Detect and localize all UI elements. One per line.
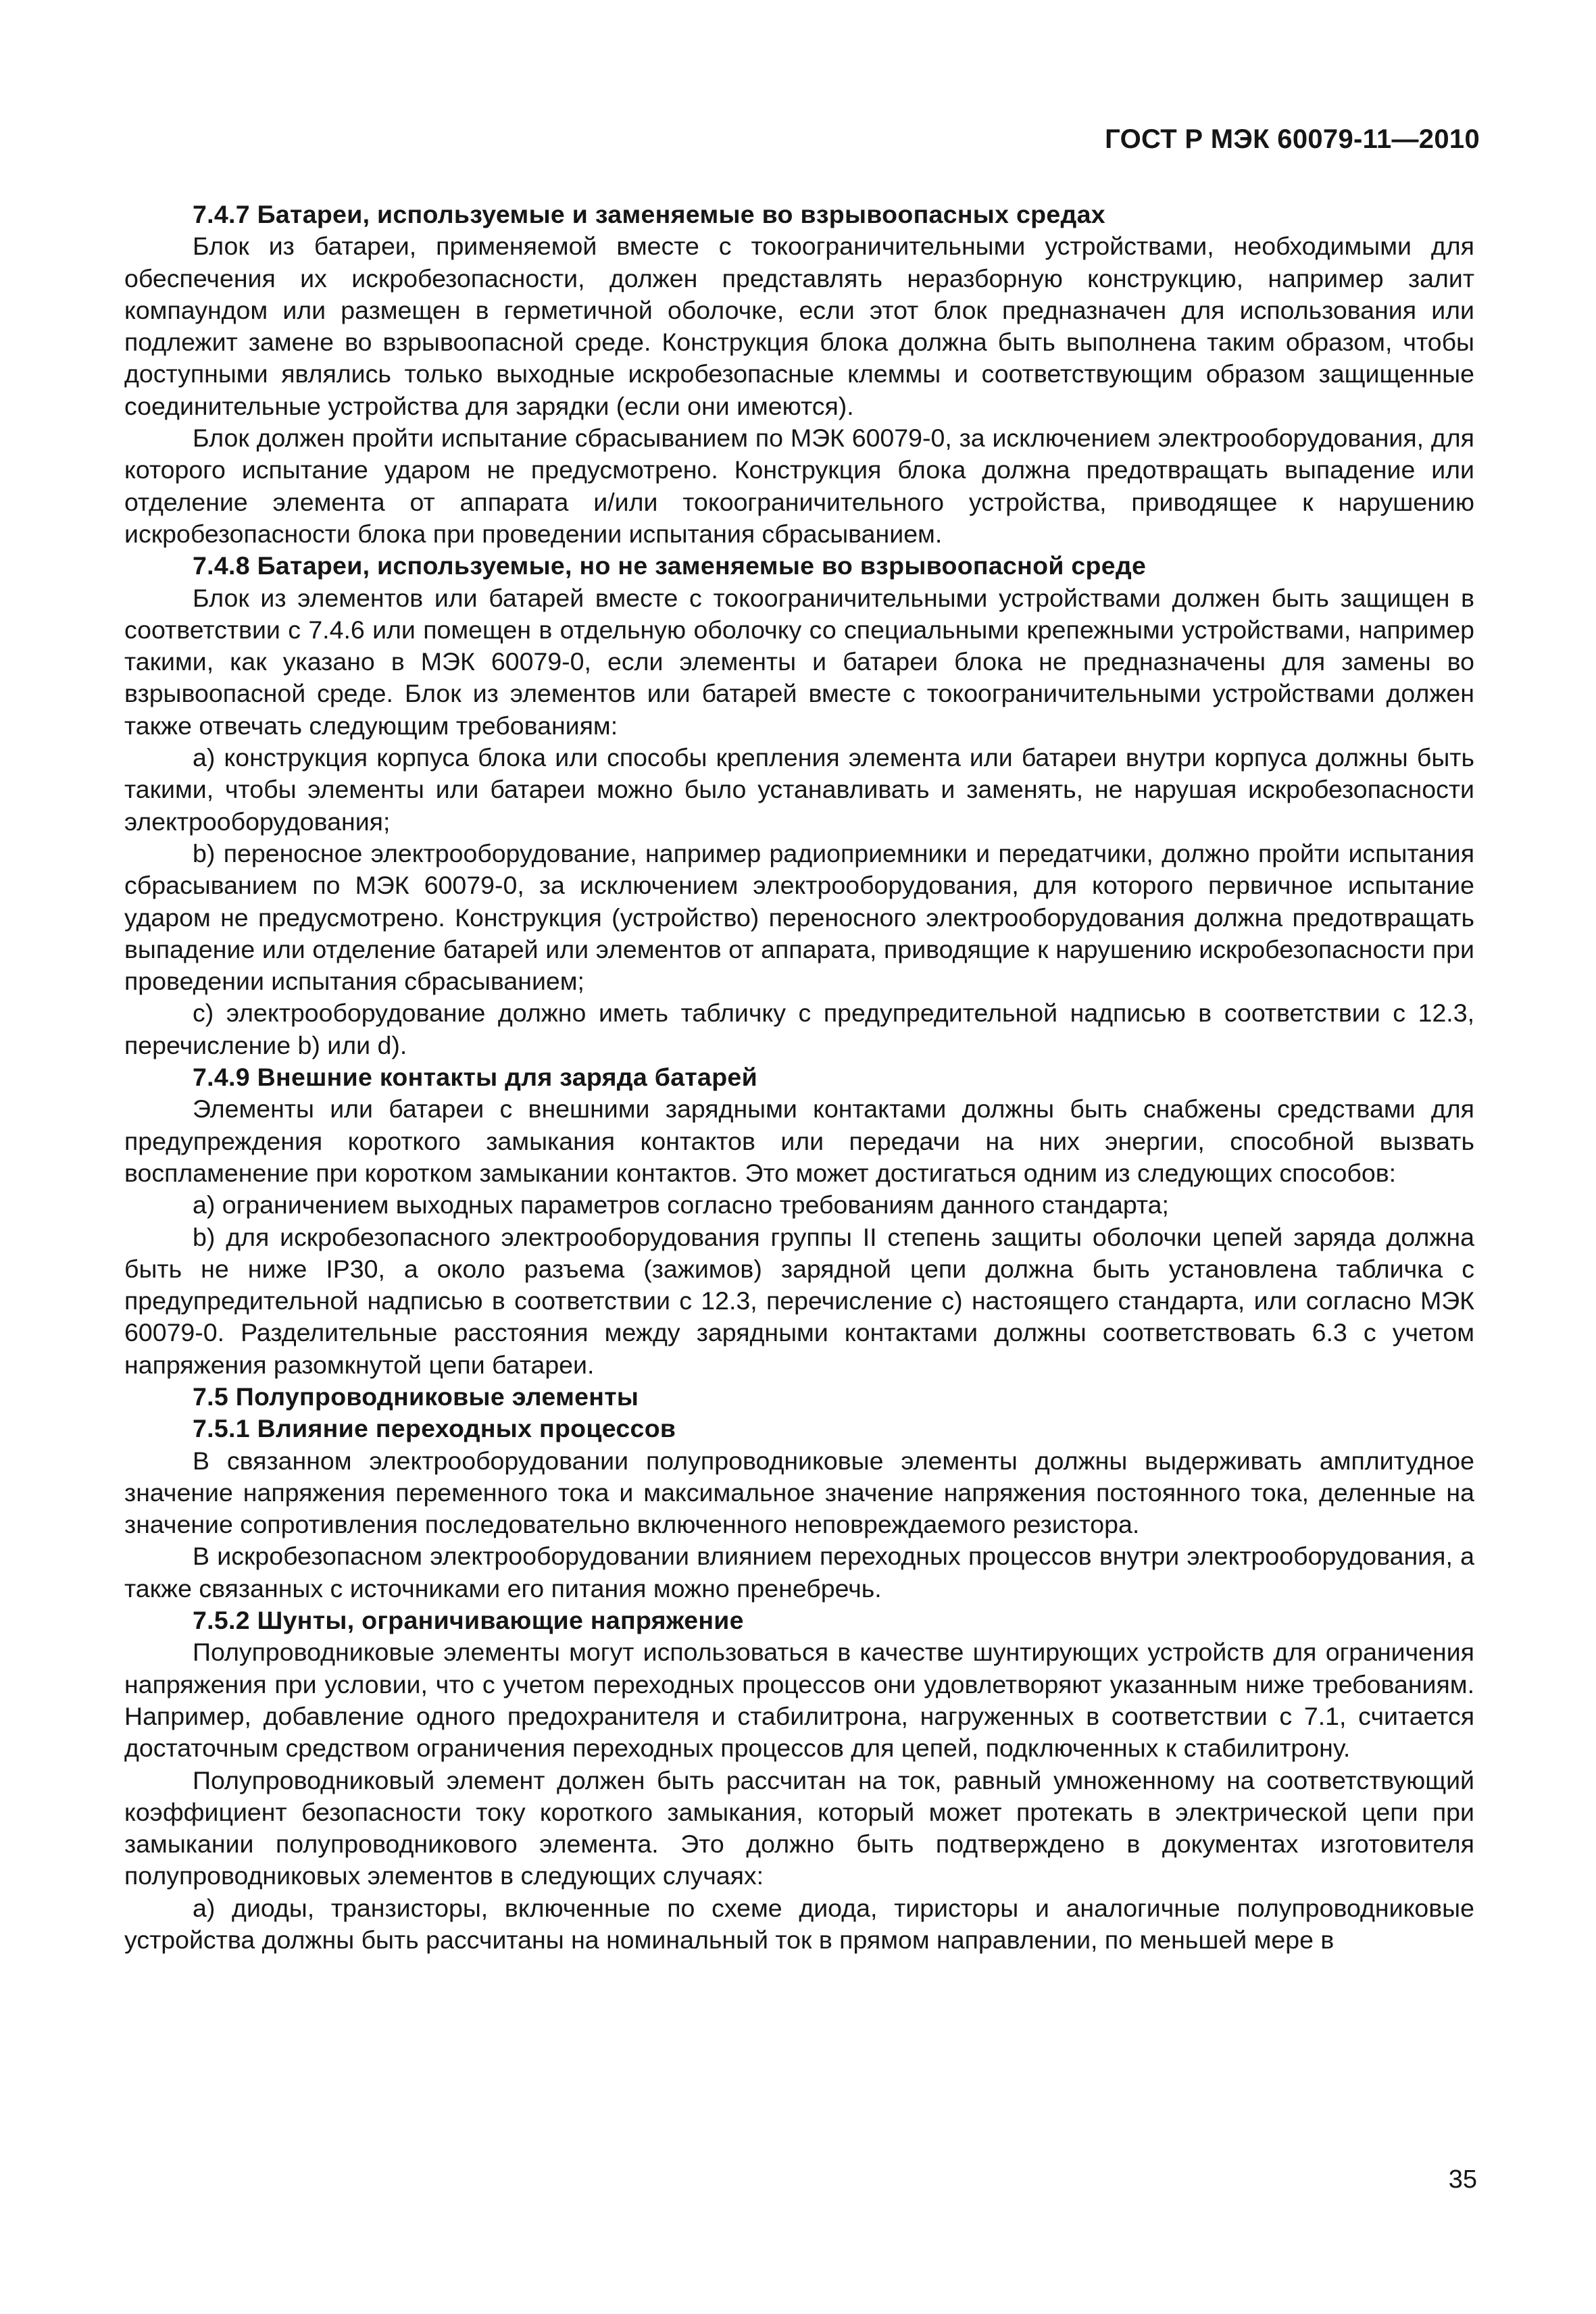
section-heading-7-5-2: 7.5.2 Шунты, ограничивающие напряжение <box>193 1606 744 1635</box>
section-heading-7-5-1: 7.5.1 Влияние переходных процессов <box>193 1414 676 1443</box>
list-item-b: b) переносное электрооборудование, например радиоприемники и передатчики, должно пройти испытания сбрасыванием по МЭК 60079-0, за исключением электрооборудования, для которого первичное испытание ударом не предусмотрено. Конструкция (устройство) переносного электрооборудования должна предотвращать выпадение или отделение батарей или элементов от аппарата, приводящие к нарушению искробезопасности при проведении испытания сбрасыванием; <box>124 838 1474 996</box>
section-heading-7-4-8: 7.4.8 Батареи, используемые, но не заменяемые во взрывоопасной среде <box>193 551 1147 580</box>
body-paragraph: Блок должен пройти испытание сбрасыванием по МЭК 60079-0, за исключением электрооборудования, для которого испытание ударом не предусмотрено. Конструкция блока должна предотвращать выпадение или отделение элемента от аппарата и/или токоограничительного устройства, приводящее к нарушению искробезопасности блока при проведении испытания сбрасыванием. <box>124 424 1474 548</box>
list-item-b: b) для искробезопасного электрооборудования группы II степень защиты оболочки цепей заряда должна быть не ниже IP30, а около разъема (зажимов) зарядной цепи должна быть установлена табличка с предупредительной надписью в соответствии с 12.3, перечисление с) настоящего стандарта, или согласно МЭК 60079-0. Разделительные расстояния между зарядными контактами должны соответствовать 6.3 с учетом напряжения разомкнутой цепи батареи. <box>124 1222 1474 1379</box>
document-id-header: ГОСТ Р МЭК 60079-11—2010 <box>1105 124 1480 154</box>
body-paragraph: Элементы или батареи с внешними зарядными контактами должны быть снабжены средствами для предупреждения короткого замыкания контактов или передачи на них энергии, способной вызвать воспламенение при коротком замыкании контактов. Это может достигаться одним из следующих способов: <box>124 1095 1474 1187</box>
section-heading-7-5: 7.5 Полупроводниковые элементы <box>193 1382 639 1411</box>
list-item-a: a) диоды, транзисторы, включенные по схеме диода, тиристоры и аналогичные полупроводниковые устройства должны быть рассчитаны на номинальный ток в прямом направлении, по меньшей мере в <box>124 1893 1474 1955</box>
list-item-c: c) электрооборудование должно иметь табличку с предупредительной надписью в соответствии с 12.3, перечисление b) или d). <box>124 999 1474 1059</box>
body-paragraph: В искробезопасном электрооборудовании влиянием переходных процессов внутри электрооборудования, а также связанных с источниками его питания можно пренебречь. <box>124 1542 1474 1603</box>
body-paragraph: Блок из батареи, применяемой вместе с токоограничительными устройствами, необходимыми для обеспечения их искробезопасности, должен представлять неразборную конструкцию, например залит компаундом или размещен в герметичной оболочке, если этот блок предназначен для использования или подлежит замене во взрывоопасной среде. Конструкция блока должна быть выполнена таким образом, чтобы доступными являлись только выходные искробезопасные клеммы и соответствующим образом защищенные соединительные устройства для зарядки (если они имеются). <box>124 232 1474 420</box>
page-number: 35 <box>1448 2165 1477 2194</box>
body-paragraph: Полупроводниковый элемент должен быть рассчитан на ток, равный умноженному на соответствующий коэффициент безопасности току короткого замыкания, который может протекать в электрической цепи при замыкании полупроводникового элемента. Это должно быть подтверждено в документах изготовителя полупроводниковых элементов в следующих случаях: <box>124 1765 1474 1890</box>
document-body <box>124 199 1474 1956</box>
section-heading-7-4-7: 7.4.7 Батареи, используемые и заменяемые во взрывоопасных средах <box>193 200 1105 228</box>
body-paragraph: Блок из элементов или батарей вместе с токоограничительными устройствами должен быть защищен в соответствии с 7.4.6 или помещен в отдельную оболочку со специальными крепежными устройствами, например такими, как указано в МЭК 60079-0, если элементы и батареи блока не предназначены для замены во взрывоопасной среде. Блок из элементов или батарей вместе с токоограничительными устройствами должен также отвечать следующим требованиям: <box>124 583 1474 740</box>
list-item-a: a) конструкция корпуса блока или способы крепления элемента или батареи внутри корпуса должны быть такими, чтобы элементы или батареи можно было устанавливать и заменять, не нарушая искробезопасности электрооборудования; <box>124 743 1474 836</box>
section-heading-7-4-9: 7.4.9 Внешние контакты для заряда батарей <box>193 1063 757 1092</box>
body-paragraph: В связанном электрооборудовании полупроводниковые элементы должны выдерживать амплитудное значение напряжения переменного тока и максимальное значение напряжения постоянного тока, деленные на значение сопротивления последовательно включенного неповреждаемого резистора. <box>124 1446 1474 1539</box>
body-paragraph: Полупроводниковые элементы могут использоваться в качестве шунтирующих устройств для ограничения напряжения при условии, что с учетом переходных процессов они удовлетворяют указанным ниже требованиям. Например, добавление одного предохранителя и стабилитрона, нагруженных в соответствии с 7.1, считается достаточным средством ограничения переходных процессов для цепей, подключенных к стабилитрону. <box>124 1638 1474 1763</box>
list-item-a: a) ограничением выходных параметров согласно требованиям данного стандарта; <box>193 1190 1169 1219</box>
